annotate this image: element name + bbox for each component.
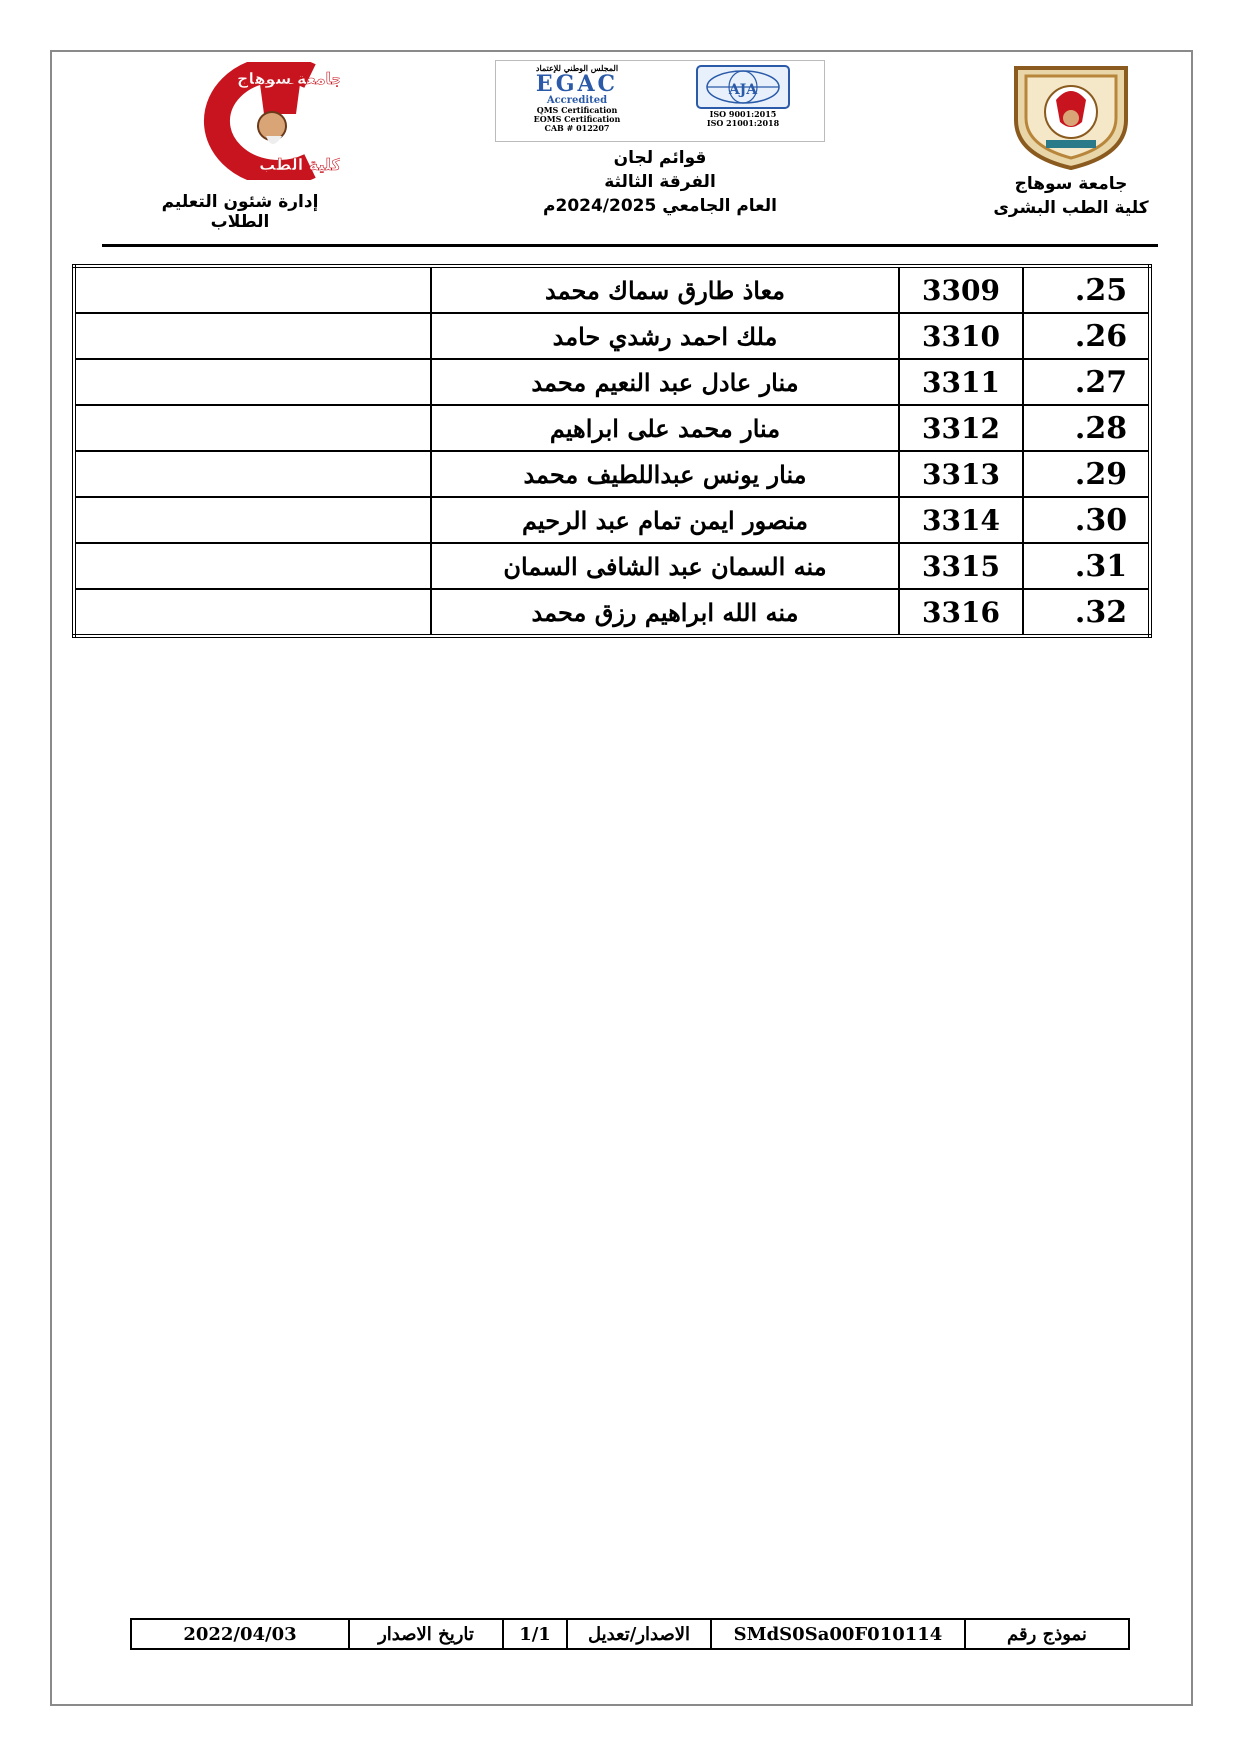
form-info-footer — [130, 1618, 1130, 1650]
notes-cell — [74, 543, 431, 589]
notes-cell — [74, 405, 431, 451]
header-center — [490, 60, 830, 218]
aja-logo: AJA ISO 9001:2015 ISO 21001:2018 — [668, 64, 818, 138]
student-name: منصور ايمن تمام عبد الرحيم — [431, 497, 899, 543]
seat-code: 3313 — [899, 451, 1023, 497]
row-number: .29 — [1023, 451, 1150, 497]
row-number: .27 — [1023, 359, 1150, 405]
student-name: منار يونس عبداللطيف محمد — [431, 451, 899, 497]
student-name: منه السمان عبد الشافى السمان — [431, 543, 899, 589]
student-name: معاذ طارق سماك محمد — [431, 266, 899, 313]
table-row — [74, 451, 1150, 497]
issue-date: 2022/04/03 — [131, 1619, 349, 1649]
student-name: منار عادل عبد النعيم محمد — [431, 359, 899, 405]
notes-cell — [74, 313, 431, 359]
row-number: .32 — [1023, 589, 1150, 636]
table-row — [74, 543, 1150, 589]
seat-code: 3316 — [899, 589, 1023, 636]
table-row — [74, 359, 1150, 405]
revision-label: الاصدار/تعديل — [567, 1619, 711, 1649]
notes-cell — [74, 451, 431, 497]
egac-logo: المجلس الوطني للإعتماد EGAC Accredited QMS Certification EOMS Certification CAB # 012207 — [533, 63, 621, 133]
row-number: .28 — [1023, 405, 1150, 451]
year-level: الفرقة الثالثة — [604, 172, 716, 192]
notes-cell — [74, 589, 431, 636]
university-name: جامعة سوهاج — [1014, 174, 1128, 194]
student-list-table — [72, 264, 1152, 638]
seat-code: 3311 — [899, 359, 1023, 405]
header-department — [130, 62, 350, 232]
row-number: .26 — [1023, 313, 1150, 359]
notes-cell — [74, 497, 431, 543]
seat-code: 3314 — [899, 497, 1023, 543]
table-row — [74, 266, 1150, 313]
header-divider — [102, 244, 1158, 247]
header-university — [981, 60, 1161, 220]
department-name: إدارة شئون التعليم الطلاب — [161, 192, 319, 232]
table-row — [74, 313, 1150, 359]
table-row — [74, 405, 1150, 451]
svg-text:كلية الطب: كلية الطب — [259, 155, 340, 174]
seat-code: 3309 — [899, 266, 1023, 313]
row-number: .25 — [1023, 266, 1150, 313]
student-name: ملك احمد رشدي حامد — [431, 313, 899, 359]
table-row — [74, 589, 1150, 636]
faculty-of-medicine-logo-icon — [140, 62, 340, 180]
list-title: قوائم لجان — [613, 148, 707, 168]
faculty-name: كلية الطب البشرى — [993, 198, 1149, 218]
issue-date-label: تاريخ الاصدار — [349, 1619, 503, 1649]
seat-code: 3315 — [899, 543, 1023, 589]
row-number: .30 — [1023, 497, 1150, 543]
seat-code: 3310 — [899, 313, 1023, 359]
sohag-university-seal-icon — [1006, 60, 1136, 172]
form-label: نموذج رقم — [965, 1619, 1129, 1649]
form-code: SMdS0Sa00F010114 — [711, 1619, 965, 1649]
svg-text:جامعة سوهاج: جامعة سوهاج — [236, 69, 340, 88]
notes-cell — [74, 359, 431, 405]
certification-logos — [495, 60, 825, 142]
notes-cell — [74, 266, 431, 313]
row-number: .31 — [1023, 543, 1150, 589]
revision-value: 1/1 — [503, 1619, 567, 1649]
seat-code: 3312 — [899, 405, 1023, 451]
table-row — [74, 497, 1150, 543]
student-name: منه الله ابراهيم رزق محمد — [431, 589, 899, 636]
academic-year: العام الجامعي 2024/2025م — [543, 196, 777, 216]
student-name: منار محمد على ابراهيم — [431, 405, 899, 451]
